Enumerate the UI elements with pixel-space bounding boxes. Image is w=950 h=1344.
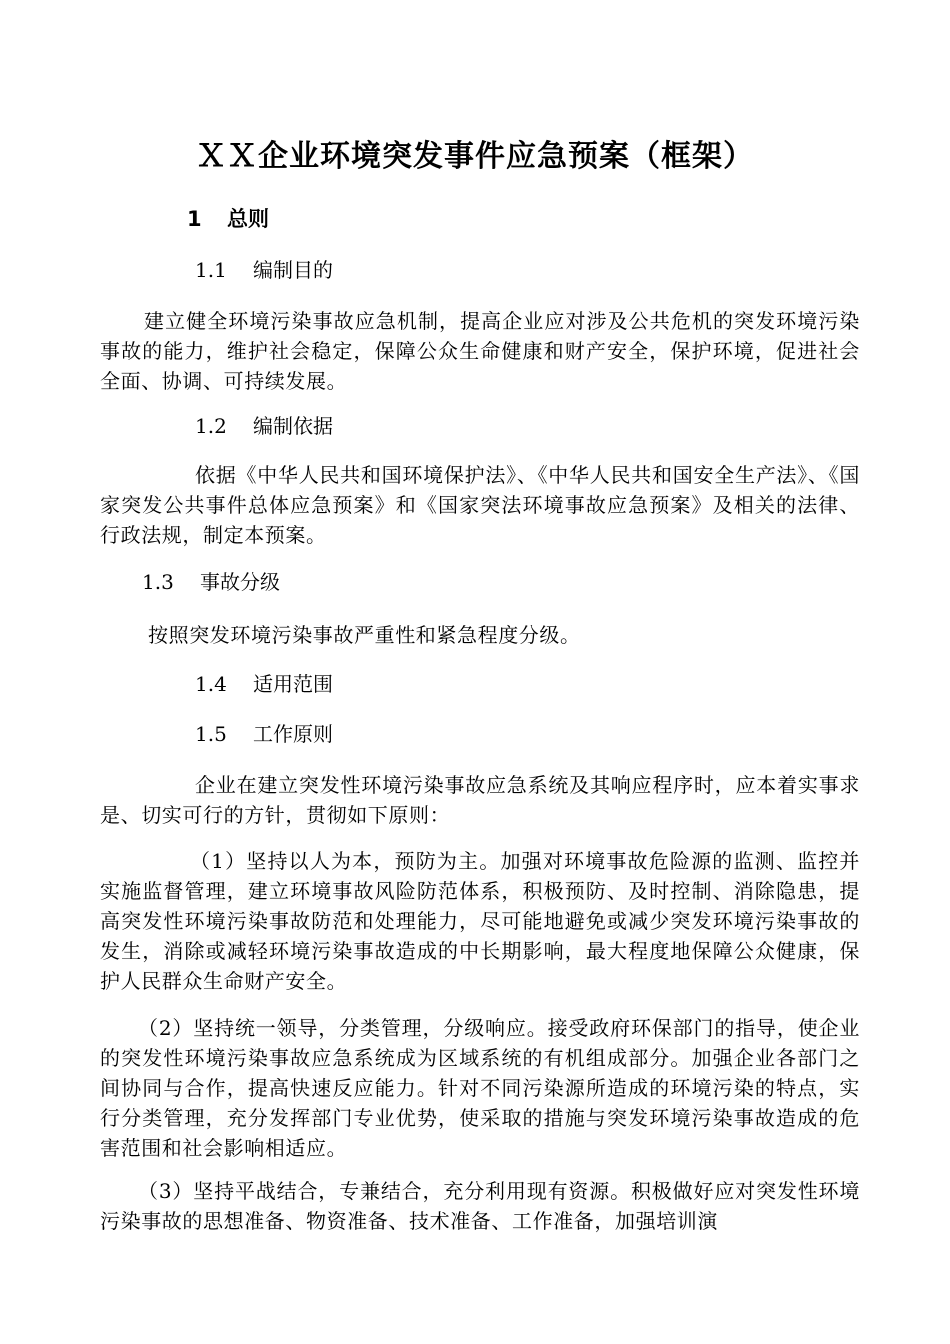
- paragraph-principle-2: （2）坚持统一领导，分类管理，分级响应。接受政府环保部门的指导，使企业的突发性环境污染事故应急系统成为区域系统的有机组成部分。加强企业各部门之间协同与合作，提高快速反应能力。针对不同污染源所造成的环境污染的特点，实行分类管理，充分发挥部门专业优势，使采取的措施与突发环境污染事故造成的危害范围和社会影响相适应。: [100, 1016, 860, 1160]
- paragraph-basis: 依据《中华人民共和国环境保护法》、《中华人民共和国安全生产法》、《国家突发公共事件总体应急预案》和《国家突法环境事故应急预案》及相关的法律、行政法规，制定本预案。: [100, 463, 860, 547]
- paragraph-principles-intro: 企业在建立突发性环境污染事故应急系统及其响应程序时，应本着实事求是、切实可行的方针，贯彻如下原则：: [100, 773, 860, 827]
- section-heading-1: [187, 203, 269, 235]
- section-heading-1-4: [195, 668, 333, 700]
- section-label: 适用范围: [253, 672, 333, 696]
- section-label: 总则: [227, 207, 269, 231]
- section-number: 1.2: [195, 414, 227, 438]
- section-label: 事故分级: [200, 570, 280, 594]
- section-heading-1-3: [142, 566, 280, 598]
- section-label: 编制依据: [253, 414, 333, 438]
- section-number: 1.4: [195, 672, 227, 696]
- section-heading-1-5: [195, 718, 333, 750]
- section-number: 1.5: [195, 722, 227, 746]
- section-number: 1.3: [142, 570, 174, 594]
- paragraph-classification: 按照突发环境污染事故严重性和紧急程度分级。: [148, 623, 581, 647]
- paragraph-principle-3: （3）坚持平战结合，专兼结合，充分利用现有资源。积极做好应对突发性环境污染事故的思想准备、物资准备、技术准备、工作准备，加强培训演: [100, 1179, 860, 1233]
- paragraph-principle-1: （1）坚持以人为本，预防为主。加强对环境事故危险源的监测、监控并实施监督管理，建立环境事故风险防范体系，积极预防、及时控制、消除隐患，提高突发性环境污染事故防范和处理能力，尽可能地避免或减少突发环境污染事故的发生，消除或减轻环境污染事故造成的中长期影响，最大程度地保障公众健康，保护人民群众生命财产安全。: [100, 849, 860, 993]
- paragraph-purpose: 建立健全环境污染事故应急机制，提高企业应对涉及公共危机的突发环境污染事故的能力，维护社会稳定，保障公众生命健康和财产安全，保护环境，促进社会全面、协调、可持续发展。: [100, 309, 860, 393]
- document-title: ＸＸ企业环境突发事件应急预案（框架）: [196, 139, 754, 174]
- section-label: 编制目的: [253, 258, 333, 282]
- section-number: 1.1: [195, 258, 227, 282]
- section-label: 工作原则: [253, 722, 333, 746]
- section-heading-1-2: [195, 410, 333, 442]
- section-heading-1-1: [195, 254, 333, 286]
- section-number: 1: [187, 207, 202, 231]
